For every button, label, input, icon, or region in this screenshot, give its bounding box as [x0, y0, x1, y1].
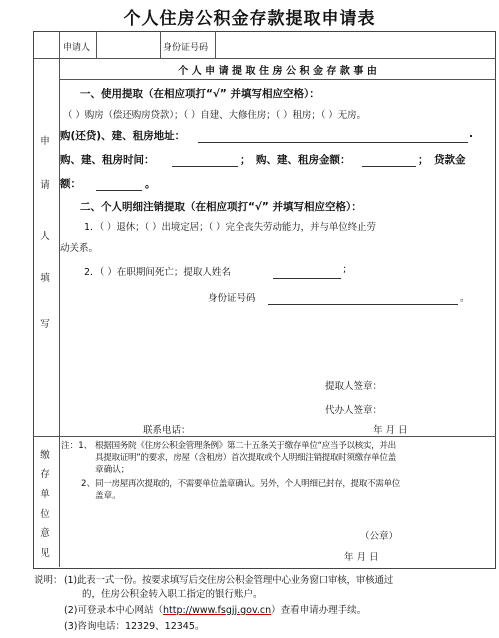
applicant-fill-char: 人 [40, 231, 50, 242]
footer-line2-prefix: (2)可登录本中心网站（ [64, 605, 163, 616]
applicant-fill-char: 请 [40, 180, 50, 191]
note2-prefix: 2、 [81, 479, 96, 489]
phone-field[interactable] [198, 420, 308, 434]
death-option[interactable]: 2．（ ）在职期间死亡；提取人姓名 [84, 267, 231, 278]
note1-line1: 根据国务院《住房公积金管理条例》第二十五条关于缴存单位“应当予以核实，并出 [95, 441, 396, 451]
applicant-fill-char: 写 [40, 319, 50, 330]
unit-opinion-char: 单 [40, 489, 50, 500]
col-divider [96, 31, 97, 58]
extractor-id-field[interactable] [268, 290, 458, 309]
applicant-label: 申请人 [63, 43, 91, 53]
footer-line1: (1)此表一式一份。按要求填写后交住房公积金管理中心业务窗口审核，审核通过 [64, 575, 394, 586]
note-prefix: 注：1、 [61, 441, 93, 451]
address-label: 购(还贷)、建、租房地址： [60, 130, 186, 142]
col-divider [59, 31, 60, 567]
applicant-field[interactable] [98, 33, 158, 56]
footer-line1-cont: 的，住房公积金转入职工指定的银行账户。 [82, 589, 263, 600]
note1-line3: 章确认； [95, 465, 130, 475]
time-label: 购、建、租房时间： [60, 154, 155, 166]
col-divider [160, 31, 161, 58]
phone-label: 联系电话： [143, 425, 191, 436]
row-divider [59, 79, 496, 80]
id-number-label: 身份证号码 [163, 43, 209, 53]
loan-amount-label-cont: 额： [60, 178, 81, 190]
footer-label: 说明： [34, 575, 63, 586]
note2-line2: 盖章。 [95, 491, 121, 501]
footer-line2-suffix: ）查看申请办理手续。 [271, 605, 367, 616]
applicant-fill-char: 填 [40, 273, 50, 284]
footer-line2 [64, 602, 366, 616]
extractor-name-field[interactable] [273, 264, 341, 283]
row-divider [33, 58, 496, 59]
section1-heading: 一、使用提取（在相应项打“√” 并填写相应空格）： [80, 88, 320, 100]
footer-line3: (3)咨询电话：12329、12345。 [64, 621, 205, 632]
section2-heading: 二、个人明细注销提取（在相应项打“√” 并填写相应空格）： [80, 201, 362, 213]
cancel-options[interactable]: 1．（ ）退休；（ ）出境定居；（ ）完全丧失劳动能力，并与单位终止劳 [84, 222, 376, 233]
extractor-id-label: 身份证号码 [208, 293, 256, 304]
applicant-fill-char: 申 [40, 136, 50, 147]
agent-signature-label: 代办人签章： [325, 405, 383, 416]
page-title: 个人住房公积金存款提取申请表 [123, 9, 376, 29]
usage-options[interactable]: （ ）购房（偿还购房贷款）；（ ）自建、大修住房；（ ）租房；（ ）无房。 [63, 110, 366, 121]
note2-line1: 同一房屋再次提取的，不需要单位盖章确认。另外，个人明细已封存，提取不需单位 [95, 479, 401, 489]
unit-opinion-char: 意 [40, 528, 50, 539]
unit-opinion-char: 存 [40, 469, 50, 480]
time-field[interactable] [172, 152, 238, 171]
cancel-options-cont: 动关系。 [60, 243, 99, 254]
unit-opinion-char: 缴 [40, 450, 50, 461]
website-link[interactable]: http://www.fsgjj.gov.cn [162, 605, 272, 616]
matter-heading: 个 人 申 请 提 取 住 房 公 积 金 存 款 事 由 [178, 66, 377, 77]
col-divider [215, 31, 216, 58]
note1-line2: 具提取证明”的要求，房屋（含租房）首次提取或个人明细注销提取时须缴存单位盖 [95, 453, 396, 463]
unit-opinion-char: 见 [40, 548, 50, 559]
unit-opinion-char: 位 [40, 509, 50, 520]
address-field[interactable] [198, 128, 468, 147]
amount-field[interactable] [362, 152, 416, 171]
row-divider [33, 436, 496, 437]
extractor-signature-label: 提取人签章： [325, 381, 383, 392]
unit-date: 年 月 日 [344, 552, 379, 563]
applicant-date: 年 月 日 [373, 425, 408, 436]
loan-amount-field[interactable] [96, 176, 142, 195]
amount-label: 购、建、租房金额： [256, 154, 351, 166]
id-number-field[interactable] [217, 33, 491, 56]
loan-amount-label: 贷款金 [434, 154, 466, 166]
official-seal-label: （公章） [360, 531, 399, 542]
